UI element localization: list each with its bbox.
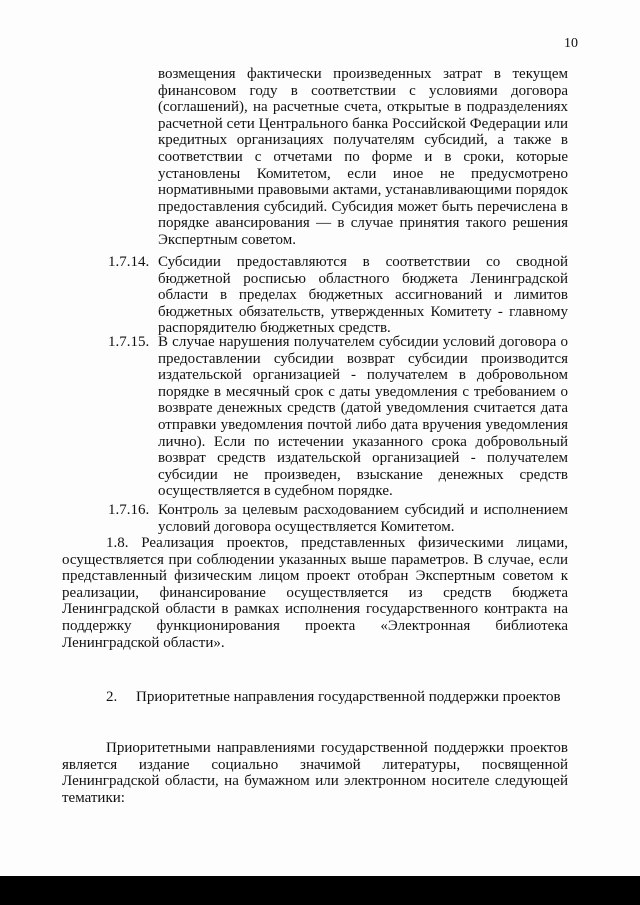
item-text: В случае нарушения получателем субсидии условий договора о предоставлении субсидии возврат субсидии производится издательской организацией - получателем в добровольном порядке в месячный срок с даты уведомления с требованием о возврате денежных средств (датой уведомления считается дата отправки уведомления почтой либо дата вручения уведомления лично). Если по истечении указанного срока добровольный возврат средств издательской организацией - получателем субсидии не произведен, взыскание денежных средств осуществляется в судебном порядке. [158, 334, 568, 500]
item-text: Контроль за целевым расходованием субсидий и исполнением условий договора осуществляется Комитетом. [158, 502, 568, 535]
section-heading [62, 688, 568, 706]
priority-paragraph: Приоритетными направлениями государственной поддержки проектов является издание социально значимой литературы, посвященной Ленинградской области, на бумажном или электронном носителе следующей тематики: [62, 740, 568, 806]
continuation-paragraph: возмещения фактически произведенных затрат в текущем финансовом году в соответствии с условиями договора (соглашений), на расчетные счета, открытые в подразделениях расчетной сети Центрального банка Российской Федерации или кредитных организациях получателям субсидий, а также в соответствии с отчетами по форме и в сроки, которые установлены Комитетом, если иное не предусмотрено нормативными правовыми актами, устанавливающими порядок предоставления субсидий. Субсидия может быть перечислена в порядке авансирования — в случае принятия такого решения Экспертным советом. [158, 66, 568, 248]
section-1-8-paragraph: 1.8. Реализация проектов, представленных физическими лицами, осуществляется при соблюдении указанных выше параметров. В случае, если представленный физическим лицом проект отобран Экспертным советом к реализации, финансирование осуществляется из средств бюджета Ленинградской области в рамках исполнения государственного контракта на поддержку функционирования проекта «Электронная библиотека Ленинградской области». [62, 535, 568, 651]
item-number: 1.7.16. [108, 502, 150, 518]
item-text: Субсидии предоставляются в соответствии со сводной бюджетной росписью областного бюджета Ленинградской области в пределах бюджетных ассигнований и лимитов бюджетных обязательств, утвержденных Комитету - главному распорядителю бюджетных средств. [158, 254, 568, 337]
heading-number: 2. [106, 689, 118, 705]
page-number: 10 [564, 36, 578, 51]
scan-edge-bar [0, 876, 640, 905]
heading-text: Приоритетные направления государственной поддержки проектов [136, 689, 561, 705]
item-number: 1.7.14. [108, 254, 150, 270]
item-number: 1.7.15. [108, 334, 150, 350]
